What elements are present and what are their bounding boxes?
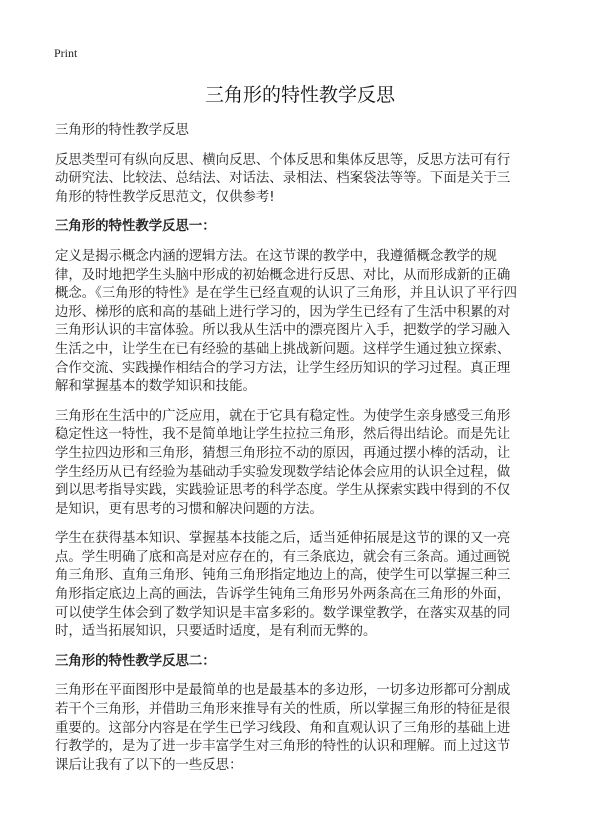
article-subtitle: 三角形的特性教学反思: [55, 123, 189, 138]
intro-paragraph: 反思类型可有纵向反思、横向反思、个体反思和集体反思等，反思方法可有行动研究法、比较法、总结法、对话法、录相法、档案袋法等等。下面是关于三角形的特性教学反思范文，仅供参考!: [55, 152, 511, 205]
article-body: [55, 122, 517, 786]
section-1-paragraph: 学生在获得基本知识、掌握基本技能之后，适当延伸拓展是这节的课的又一亮点。学生明确了底和高是对应存在的，有三条底边，就会有三条高。通过画锐角三角形、直角三角形、钝角三角形指定地边上的高，使学生可以掌握三种三角形指定底边上高的画法，告诉学生钝角三角形另外两条高在三角形的外面，可以使学生体会到了数学知识是丰富多彩的。数学课堂教学，在落实双基的同时，适当拓展知识，只要适时适度，是有利而无弊的。: [55, 531, 511, 640]
section-1-heading: 三角形的特性教学反思一：: [55, 219, 216, 235]
print-link[interactable]: Print: [54, 46, 78, 60]
section-2-heading: 三角形的特性教学反思二：: [55, 653, 216, 669]
section-2-paragraph: 三角形在平面图形中是最简单的也是最基本的多边形，一切多边形都可分割成若干个三角形，并借助三角形来推导有关的性质，所以掌握三角形的特征是很重要的。这部分内容是在学生已学习线段、角和直观认识了三角形的基础上进行教学的，是为了进一步丰富学生对三角形的特性的认识和理解。而上过这节课后让我有了以下的一些反思：: [55, 683, 511, 773]
section-1-paragraph: 定义是揭示概念内涵的逻辑方法。在这节课的教学中，我遵循概念教学的规律，及时地把学生头脑中形成的初始概念进行反思、对比，从而形成新的正确概念。《三角形的特性》是在学生已经直观的认识了三角形，并且认识了平行四边形、梯形的底和高的基础上进行学习的，因为学生已经有了生活中积累的对三角形认识的丰富体验。所以我从生活中的漂亮图片入手，把数学的学习融入生活之中，让学生在已有经验的基础上挑战新问题。这样学生通过独立探索、合作交流、实践操作相结合的学习方法，让学生经历知识的学习过程。真正理解和掌握基本的数学知识和技能。: [55, 248, 517, 395]
page-title: 三角形的特性教学反思: [204, 84, 395, 106]
section-1-paragraph: 三角形在生活中的广泛应用，就在于它具有稳定性。为使学生亲身感受三角形稳定性这一特性，我不是简单地让学生拉拉三角形，然后得出结论。而是先让学生拉四边形和三角形，猜想三角形拉不动的原因，再通过摆小棒的活动，让学生经历从已有经验为基础动手实验发现数学结论体会应用的认识全过程，做到以思考指导实践，实践验证思考的科学态度。学生从探索实践中得到的不仅是知识，更有思考的习惯和解决问题的方法。: [55, 408, 511, 517]
